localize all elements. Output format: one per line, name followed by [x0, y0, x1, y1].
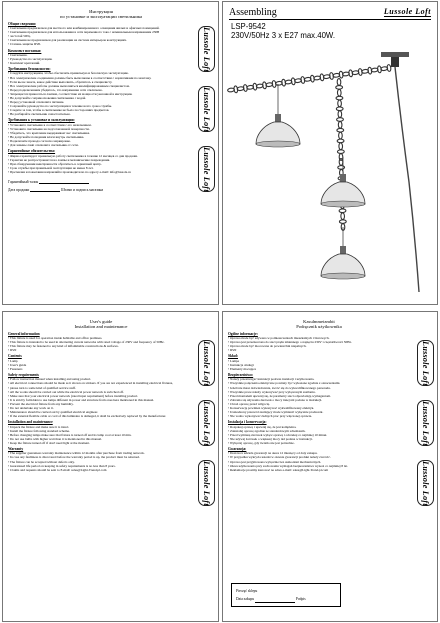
bullet-item: • Lamp: [8, 359, 194, 363]
bullet-item: • Не разбирайте светильник самостоятельно.: [8, 112, 194, 116]
bullet-item: • Follow instruction manual when installing and using product.: [8, 377, 194, 381]
bullet-item: • Before changing lamps make sure that fixture is turned off and its lamp cool at least 10 min.: [8, 433, 194, 437]
brand-seal-logo: Lussole Loft: [198, 460, 215, 506]
bullet-item: • Uszkodzony przewód zasilający może wymienić wyłącznie producent.: [228, 410, 410, 414]
bullet-item: • Instrukcja obsługi: [228, 363, 410, 367]
bullet-item: • частотой 50Гц.: [8, 34, 194, 38]
bullet-item: • Подключите провода согласно маркировке.: [8, 139, 194, 143]
bullet-item: • Oprawa jest przeznaczona do sieci prądu zmiennego o napięciu 230V i częstotliwości 50Hz.: [228, 340, 410, 344]
polish-sections: [228, 332, 410, 472]
chain-link: [336, 85, 343, 89]
section-heading: Гарантийные обязательства:: [8, 149, 56, 154]
section-heading: Installation and maintenance: [8, 420, 53, 425]
brand-seal-logo: Lussole Loft: [417, 340, 434, 386]
russian-sections: [8, 22, 194, 174]
bullet-item: • Все электрические соединения должны быть выполнены в соответствии с нормативами по монтажу.: [8, 76, 194, 80]
bullet-item: • The fixture can be accepted without defects only.: [8, 460, 194, 464]
chain-link: [338, 100, 342, 107]
bullet-item: • User's guide: [8, 363, 194, 367]
bullet-item: • Светильник.: [8, 53, 194, 57]
chain-link: [336, 96, 343, 100]
bullet-item: • Przed montażem upewnij się, że parametry sieci odpowiadają wymaganiom.: [228, 394, 410, 398]
bullet-item: • Unpack the fixture and make sure it is intact.: [8, 425, 194, 429]
assembly-title: Assembling: [229, 6, 277, 18]
bullet-item: • Oprawa może być używana w pomieszczeniach mieszkalnych i biurowych.: [228, 336, 410, 340]
bullet-item: • It is strictly forbidden to use lamps different in power and structure from ones here mentioned in this manual.: [8, 398, 194, 402]
bullet-item: • Do not use bulbs with higher watt than it is mentioned in this manual.: [8, 437, 194, 441]
bullet-item: • Если вы не знаете, какое действие выполнять, обратитесь к специалисту.: [8, 80, 194, 84]
chain-link: [339, 143, 343, 150]
chain-link: [337, 150, 344, 154]
bullet-item: • Przed wymianą żarówek wyłącz oprawę i odczekaj co najmniej 10 minut.: [228, 433, 410, 437]
bullet-item: • Dostawca udziela gwarancji na okres 12 miesięcy od daty zakupu.: [228, 451, 410, 455]
bullet-item: • Wyłączaj oprawę, gdy światło nie jest potrzebne.: [228, 441, 410, 445]
chain-link: [338, 121, 342, 128]
bullet-item: • Светильник не предназначен для реализации на системе интерьеров конструкциях.: [8, 38, 194, 42]
lamp-shade-left-rim: [256, 141, 300, 147]
brand-logo: Lussole Loft: [383, 7, 431, 16]
russian-text-column: [8, 5, 194, 192]
english-brand-seals: [198, 340, 215, 520]
lamp-shade-bottom-rim: [321, 273, 365, 279]
bullet-item: • The supplier guarantees warranty maintenance within 12 months after purchase from trading network.: [8, 451, 194, 455]
chain-link: [339, 132, 343, 139]
bullet-item: • Okres użytkowania przy zachowaniu wymagań bezpieczeństwa wynosi co najmniej 8 lat.: [228, 464, 410, 468]
bullet-item: • При обнаружении неисправности обратитесь в сервисный центр.: [8, 162, 194, 166]
bullet-item: • Гарантия не распространяется на лампы и механические повреждения.: [8, 158, 194, 162]
brand-seal-logo: Lussole Loft: [198, 26, 215, 72]
chain-link: [341, 213, 345, 220]
section-heading: Bezpieczeństwo:: [228, 373, 254, 378]
bullet-item: • Make sure that your electrical power network (rated input requirement) before installing product.: [8, 394, 194, 398]
polish-text-column: [228, 315, 410, 472]
bullet-item: • Lampa: [228, 359, 410, 363]
bullet-item: • All the works should be carried out while the electrical power network is switched off.: [8, 390, 194, 394]
english-title: User's guide Installation and maintenance: [74, 319, 128, 330]
canopy-stem: [391, 57, 399, 67]
chain-link: [339, 209, 346, 213]
chain-link: [336, 107, 343, 111]
ceiling-canopy: [381, 52, 409, 57]
bullet-item: • Elementy mocujące: [228, 367, 410, 371]
bullet-item: • Jeżeli nie masz doświadczenia, zwróć się do wykwalifikowanego personelu.: [228, 386, 410, 390]
bullet-item: • In case any faultiness is discovered before the warranty period is up, the product must be returned.: [8, 455, 194, 459]
model-number: LSP-9542: [231, 22, 266, 31]
chain-link: [339, 220, 346, 224]
bullet-item: • Nie używaj żarówek o większej mocy niż podana w instrukcji.: [228, 437, 410, 441]
bullet-item: • Запрещается прикасаться лампам, соответствие их мощности указанной в инструкции.: [8, 92, 194, 96]
section-heading: Warranty: [8, 447, 24, 452]
russian-warranty-card: Гарантийный талон Дата продажи Штамп и подпись магазина: [8, 180, 104, 193]
bullet-item: • This fixture is used for operation inside habitable and office premises.: [8, 336, 194, 340]
bullet-item: • IP20: [8, 348, 194, 352]
bullet-item: • Wszystkie połączenia elektryczne powinny być wykonane zgodnie z oznaczeniami.: [228, 381, 410, 385]
bullet-item: • Перед подключением убедитесь, что напряжение сети отключено.: [8, 88, 194, 92]
section-heading: Instalacja i konserwacja:: [228, 420, 267, 425]
lamp-shade-left-socket: [275, 114, 281, 122]
brand-seal-logo: Lussole Loft: [198, 86, 215, 132]
chain-link: [337, 139, 344, 143]
section-heading: Требования безопасности:: [8, 67, 51, 72]
bullet-item: • Следуйте инструкциям, чтобы обеспечить правильную и безопасную эксплуатацию.: [8, 71, 194, 75]
bullet-item: • Светильник предназначен для местного или комбинированного освещения жилых и офисных помещений.: [8, 26, 194, 30]
bullet-item: • W przypadku wykrycia usterki w okresie gwarancji produkt należy zwrócić.: [228, 455, 410, 459]
bullet-item: • Сохраняйте руководство по эксплуатации в течение всего срока службы.: [8, 104, 194, 108]
bullet-item: • Установите светильник в соответствии с его назначением.: [8, 123, 194, 127]
brand-seal-logo: Lussole Loft: [417, 400, 434, 446]
bullet-item: • Срок службы при правильной эксплуатации не менее 8 лет.: [8, 166, 194, 170]
russian-manual-page: [2, 1, 219, 305]
bullet-item: • Установите светильник на подготовленной поверхности.: [8, 127, 194, 131]
lamp-shade-middle-rim: [321, 201, 365, 207]
polish-store-stamp-box: Pieczęć sklepu Data zakupu Podpis: [231, 583, 341, 607]
power-cable: [395, 67, 419, 292]
section-heading: Требования к установке и эксплуатации:: [8, 118, 75, 123]
section-heading: Safety requirements: [8, 373, 39, 378]
bullet-item: • Следите за тем, чтобы в светильнике не было посторонних предметов.: [8, 108, 194, 112]
bullet-item: • Do not undertake any work on it.: [8, 406, 194, 410]
english-sections: [8, 332, 194, 472]
assembly-diagram: [223, 2, 438, 305]
bullet-item: • Убедитесь, что крепление выдерживает вес светильника.: [8, 131, 194, 135]
bullet-item: • Chroń oprawę przed wilgocią.: [228, 402, 410, 406]
chain-link: [339, 159, 343, 166]
bullet-item: • All electrical connections should be made as it shown on stickers. If you are not experienced in installing electrical fixtures,: [8, 381, 194, 385]
bullet-item: • Не допускайте соприкосновения светильника с водой.: [8, 96, 194, 100]
section-heading: Общие сведения:: [8, 21, 36, 26]
bullet-item: • Претензии и пожелания направляйте производителю по адресу e-mail: info@lussole.ru: [8, 170, 194, 174]
bullet-item: • Oprawa jest przyjmowana wyłącznie bez uszkodzeń mechanicznych.: [228, 460, 410, 464]
bullet-item: • Руководство по эксплуатации.: [8, 57, 194, 61]
bullet-item: • Guaranteed life period on keeping in safety requirements is no less than 8 years.: [8, 464, 194, 468]
section-heading: Ogólne informacje:: [228, 331, 258, 336]
section-heading: Gwarancja:: [228, 447, 247, 452]
bullet-item: • Не допускайте попадания влаги внутрь светильника.: [8, 135, 194, 139]
bullet-item: • Светильник предназначен для использования в сети переменного тока с номинальным напряжением 230В: [8, 30, 194, 34]
bullet-item: • Rozpakuj oprawę i upewnij się, że jest kompletna.: [228, 425, 410, 429]
brand-seal-logo: Lussole Loft: [198, 400, 215, 446]
bullet-item: • Zabrania się używania żarówek o mocy innej niż podana w instrukcji.: [228, 398, 410, 402]
bullet-item: • Фирма гарантирует правильную работу светильника в течение 12 месяцев со дня продажи.: [8, 154, 194, 158]
bullet-item: • Перед установкой отключите питание.: [8, 100, 194, 104]
polish-title: Kasulmmeizmbit Podręcznik użytkownika: [296, 319, 342, 330]
assembly-page: [222, 1, 438, 305]
bullet-item: • Prevent the electrical fixture from any humidity.: [8, 402, 194, 406]
bullet-item: • Wszystkie prace należy wykonywać przy wyłączonym zasilaniu.: [228, 390, 410, 394]
bullet-item: • Для замены ламп отключите светильник от сети.: [8, 143, 194, 147]
bullet-item: • This fixture is intended to be used in alternating current networks with rated voltage of 230V and frequency of 50Hz.: [8, 340, 194, 344]
bullet-item: • Oprawa może być mocowana do powierzchni niepalnych.: [228, 344, 410, 348]
bullet-item: • IP20: [228, 348, 410, 352]
chain-link: [337, 118, 344, 122]
section-heading: Комплект поставки:: [8, 48, 42, 53]
section-heading: General information: [8, 331, 40, 336]
chain-link: [338, 111, 342, 118]
polish-manual-page: [222, 311, 438, 622]
bullet-item: • Nie wolno wykonywać żadnych prac przy włączonej oprawie.: [228, 414, 410, 418]
bullet-item: • Install the fixture following standard scheme.: [8, 429, 194, 433]
chain-link: [387, 64, 392, 71]
chain-link: [337, 89, 341, 96]
electrical-spec: 230V/50Hz 3 x E27 max.40W.: [231, 31, 336, 40]
bullet-item: • Reklamacje prosimy kierować na adres e-mail: sales@Light-Trend.pl.com: [228, 468, 410, 472]
bullet-item: • please turn to some kind of qualified service staff.: [8, 386, 194, 390]
english-text-column: [8, 315, 194, 472]
brand-seal-logo: Lussole Loft: [198, 146, 215, 192]
bullet-item: • Все электрические работы должны выполняться квалифицированным специалистом.: [8, 84, 194, 88]
bullet-item: • Keep the fixture turned off if don't need light at the moment.: [8, 441, 194, 445]
bullet-item: • Claims and requests should be sent to E-mail: sales@Light-Trend.pl.com: [8, 468, 194, 472]
lamp-shade-middle-socket: [340, 174, 346, 182]
chain-link: [337, 79, 341, 86]
chain-link: [338, 166, 345, 170]
bullet-item: • Степень защиты IP20.: [8, 42, 194, 46]
section-heading: Contents: [8, 354, 22, 359]
bullet-item: • This fixture may be fastened to any kind of inflammable constructions & surfaces.: [8, 344, 194, 348]
russian-brand-seals: [198, 26, 215, 206]
english-manual-page: [2, 311, 219, 622]
bullet-item: • If the external flexible cable or cord of this luminaire is damaged, it shall be exclusively replaced by the manufacturer.: [8, 414, 194, 418]
brand-seal-logo: Lussole Loft: [417, 460, 434, 506]
bullet-item: • Fasteners: [8, 367, 194, 371]
chain-link: [337, 128, 344, 132]
section-heading: Skład:: [228, 354, 238, 359]
bullet-item: • Maintenance should be carried out by qualified electrical engineer.: [8, 410, 194, 414]
russian-title: Инструкция по установке и эксплуатации светильника: [59, 9, 143, 20]
bullet-item: • Комплект креплений.: [8, 61, 194, 65]
bullet-item: • Konserwację powinien wykonywać wykwalifikowany elektryk.: [228, 406, 410, 410]
bullet-item: • Należy przestrzegać instrukcji podczas instalacji i użytkowania.: [228, 377, 410, 381]
lamp-shade-bottom-socket: [340, 246, 346, 254]
bullet-item: • Zainstaluj oprawę zgodnie ze standardowym schematem.: [228, 429, 410, 433]
polish-brand-seals: [417, 340, 434, 520]
brand-seal-logo: Lussole Loft: [198, 340, 215, 386]
